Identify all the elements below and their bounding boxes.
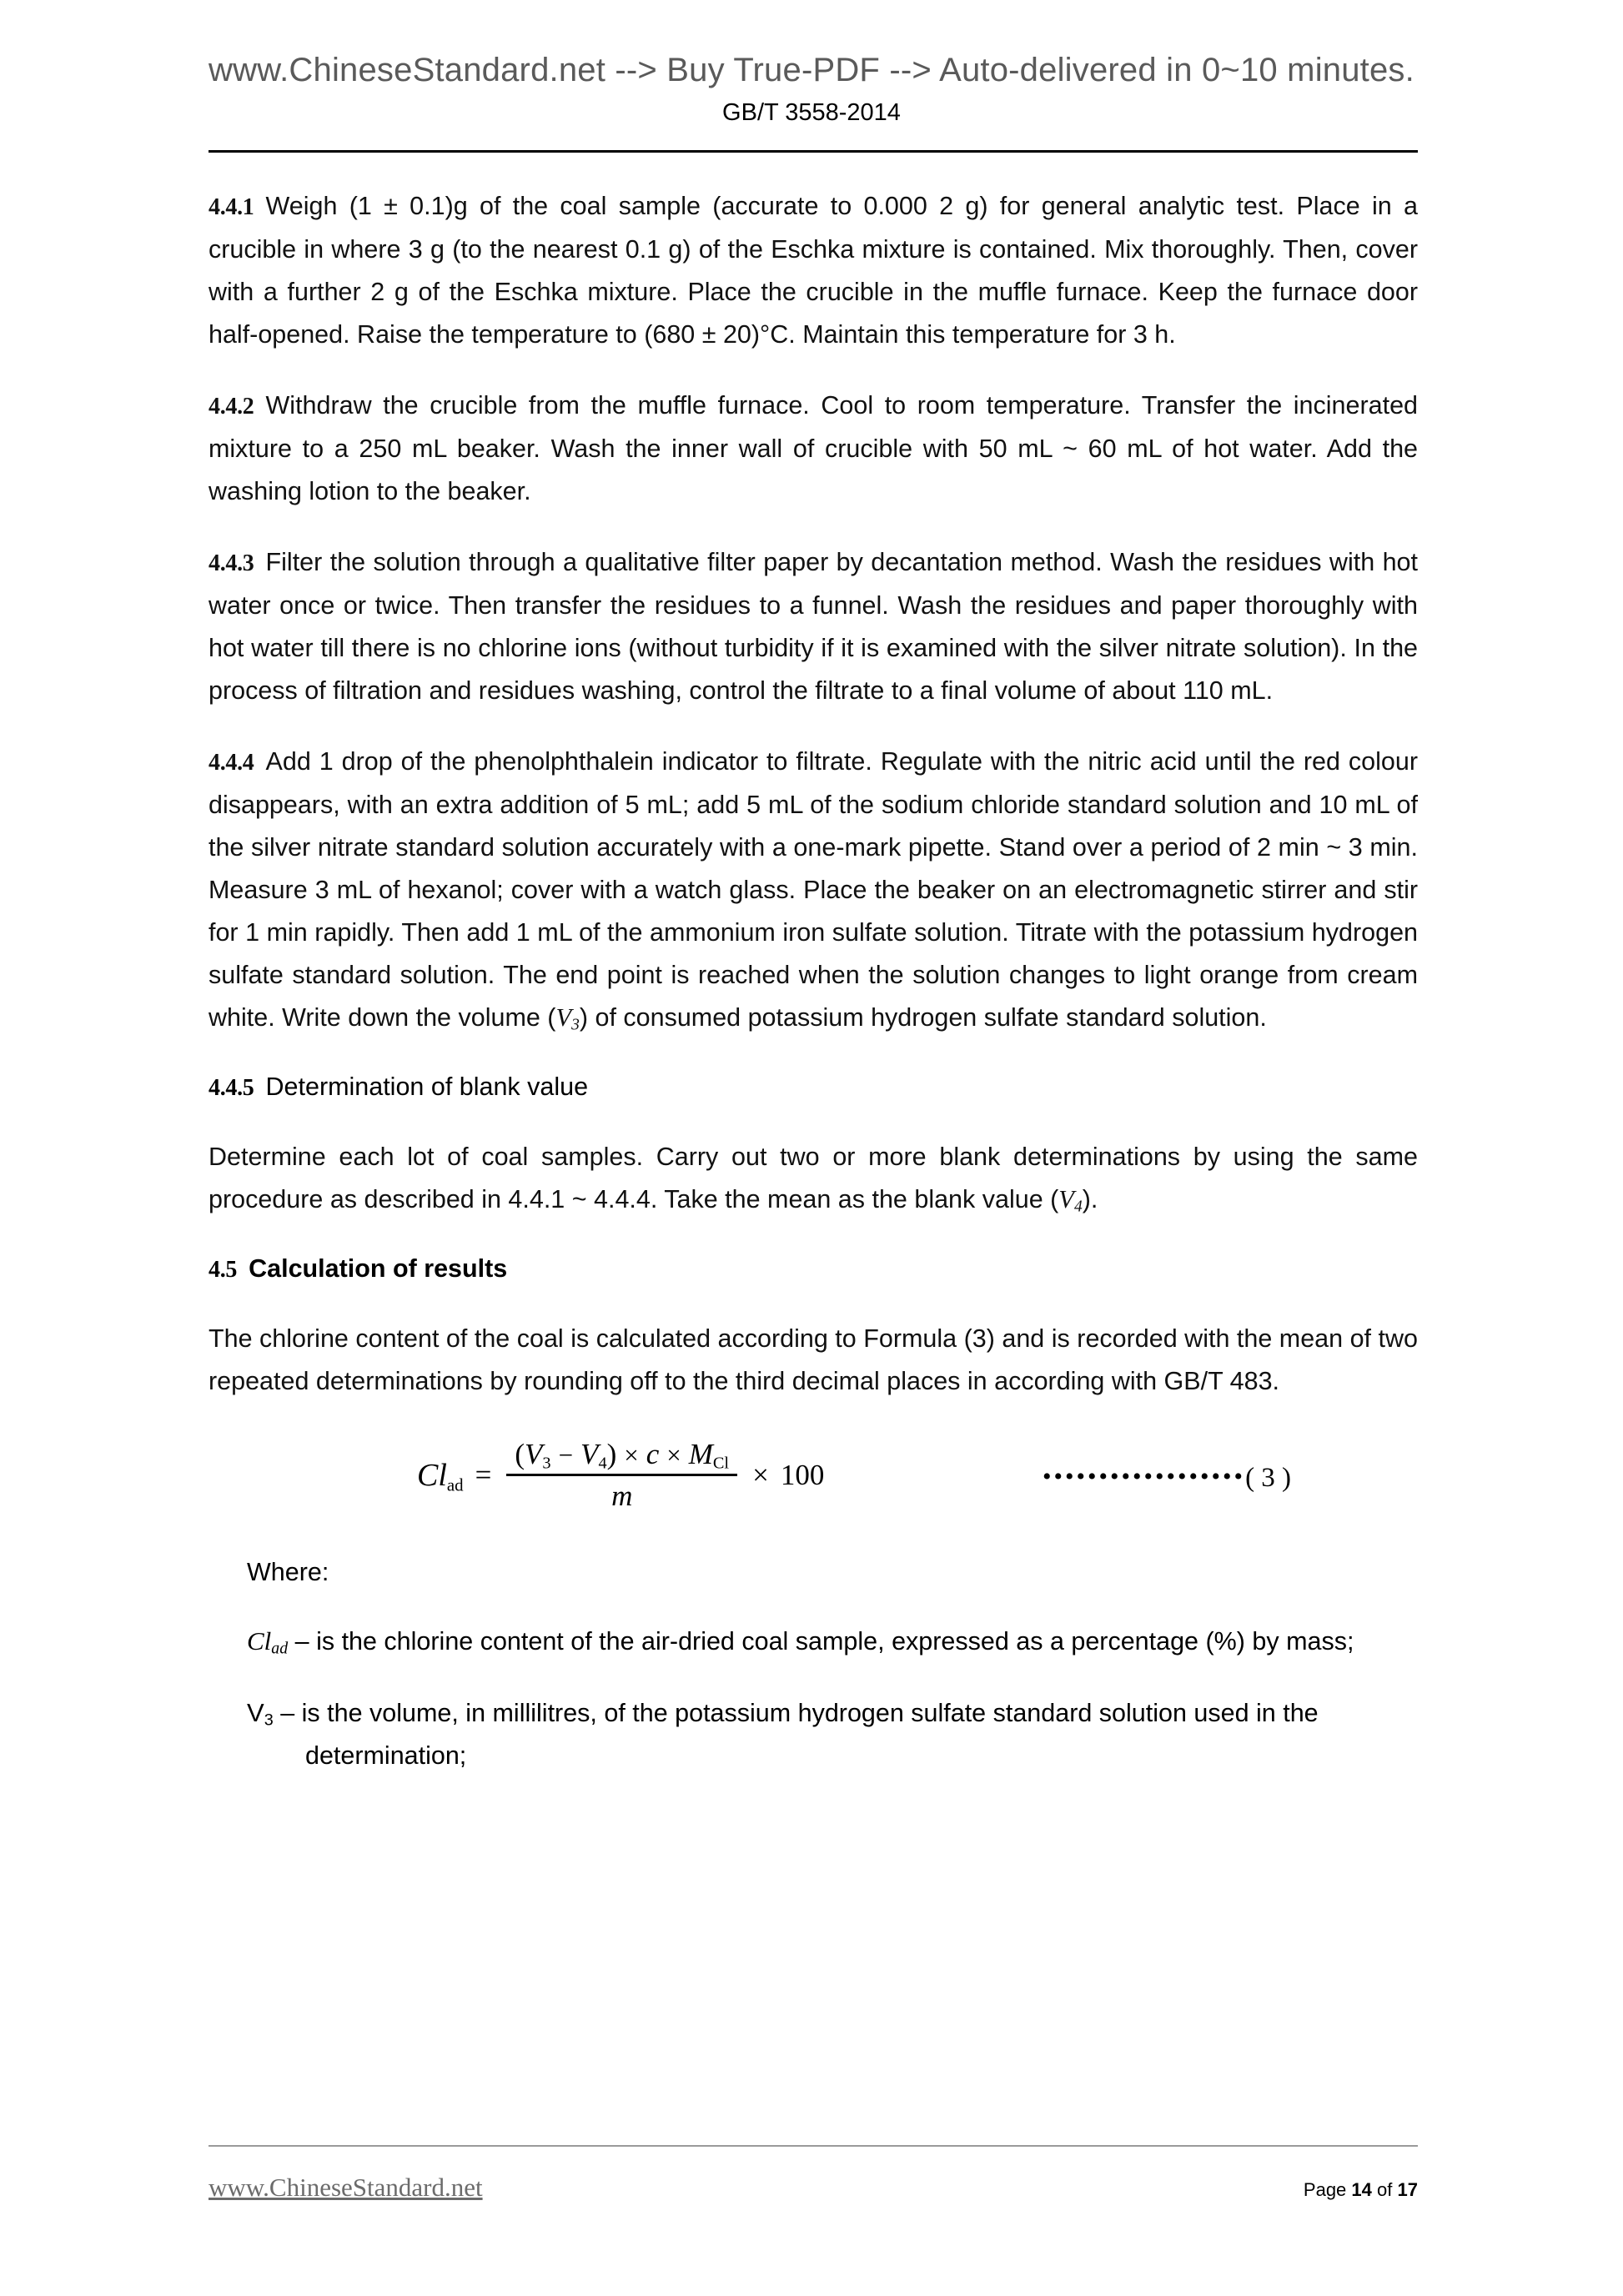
formula-number-group xyxy=(1043,1463,1291,1494)
variable-v4-subscript: 4 xyxy=(1073,1198,1083,1216)
numerator-minus: − xyxy=(558,1440,574,1470)
clause-text-4-4-3: Filter the solution through a qualitative filter paper by decantation method. Wash the residues with hot water once or twice. Then transfer the residues to a funnel. Wash the residues and paper thoroughly with hot water till there is no chlorine ions (without turbidity if it is examined with the silver nitrate solution). In the process of filtration and residues washing, control the filtrate to a final volume of about 110 mL. xyxy=(209,548,1418,705)
standard-number: GB/T 3558-2014 xyxy=(722,99,901,126)
footer-divider xyxy=(209,2145,1418,2147)
watermark-banner: www.ChineseStandard.net --> Buy True-PDF --> Auto-delivered in 0~10 minutes. xyxy=(209,52,1414,88)
variable-v4-inline xyxy=(1058,1185,1083,1216)
page-number-of: of xyxy=(1377,2179,1393,2200)
header-divider xyxy=(209,150,1418,153)
numerator-times-2: × xyxy=(666,1440,681,1470)
definition-cl-ad xyxy=(247,1620,1418,1663)
clause-4-4-3 xyxy=(209,541,1418,712)
clause-4-4-5-body xyxy=(209,1136,1418,1221)
definition-dash-v3: – xyxy=(280,1699,295,1727)
footer-website-link[interactable]: www.ChineseStandard.net xyxy=(209,2173,483,2202)
variable-v4-symbol: V xyxy=(1058,1185,1074,1213)
clause-title-4-5: Calculation of results xyxy=(249,1254,508,1283)
clause-text-4-4-4-part2: ) of consumed potassium hydrogen sulfate standard solution. xyxy=(579,1003,1267,1032)
clause-4-5-heading xyxy=(209,1249,1418,1289)
definition-v3 xyxy=(247,1691,1418,1777)
clause-4-4-5-heading xyxy=(209,1068,1418,1108)
clause-number-4-4-5: 4.4.5 xyxy=(209,1075,254,1101)
clause-4-5-intro xyxy=(209,1318,1418,1403)
numerator-mcl-symbol: M xyxy=(688,1438,713,1470)
definition-symbol-v3-base: V xyxy=(247,1698,264,1727)
clause-text-4-4-4-part1: Add 1 drop of the phenolphthalein indicator to filtrate. Regulate with the nitric acid until the red colour disappears, with an extra addition of 5 mL; add 5 mL of the sodium chloride standard solution and 10 mL of the silver nitrate standard solution accurately with a one-mark pipette. Stand over a period of 2 min ~ 3 min. Measure 3 mL of hexanol; cover with a watch glass. Place the beaker on an electromagnetic stirrer and stir for 1 min rapidly. Then add 1 mL of the ammonium iron sulfate solution. Titrate with the potassium hydrogen sulfate standard solution. The end point is reached when the solution changes to light orange from cream white. Write down the volume ( xyxy=(209,747,1418,1032)
formula-equals: = xyxy=(475,1458,492,1491)
page-number-total: 17 xyxy=(1397,2179,1418,2200)
variable-v3-symbol: V xyxy=(555,1003,572,1032)
numerator-v4-subscript: 4 xyxy=(598,1454,607,1473)
document-content xyxy=(209,185,1418,1806)
page-number-prefix: Page xyxy=(1303,2179,1347,2200)
numerator-open-paren: ( xyxy=(515,1438,525,1470)
formula-times-tail: × xyxy=(752,1458,769,1491)
definition-symbol-v3-subscript: 3 xyxy=(264,1711,274,1730)
numerator-v4 xyxy=(580,1438,607,1473)
numerator-v4-symbol: V xyxy=(580,1438,599,1470)
page-number-indicator xyxy=(1304,2179,1418,2201)
definition-symbol-v3 xyxy=(247,1698,274,1730)
definition-symbol-cl-ad xyxy=(247,1626,289,1658)
clause-title-4-4-5: Determination of blank value xyxy=(265,1073,589,1101)
clause-4-4-5-text-part2: ). xyxy=(1082,1185,1098,1213)
definition-dash-cl-ad: – xyxy=(294,1627,309,1655)
page-footer xyxy=(209,2173,1418,2203)
numerator-mcl xyxy=(688,1438,730,1473)
formula-numerator xyxy=(506,1438,737,1474)
clause-number-4-4-3: 4.4.3 xyxy=(209,550,254,576)
clause-number-4-5: 4.5 xyxy=(209,1257,238,1283)
formula-leader-dots: •••••••••••••••••• xyxy=(1043,1463,1246,1490)
formula-lhs-subscript: ad xyxy=(446,1475,464,1495)
formula-lhs-symbol: Cl xyxy=(417,1457,447,1493)
clause-4-4-5-text-part1: Determine each lot of coal samples. Carry out two or more blank determinations by using the same procedure as described in 4.4.1 ~ 4.4.4. Take the mean as the blank value ( xyxy=(209,1143,1418,1213)
clause-number-4-4-1: 4.4.1 xyxy=(209,194,254,220)
clause-4-4-4 xyxy=(209,741,1418,1039)
clause-4-4-2 xyxy=(209,384,1418,513)
formula-lhs xyxy=(417,1457,464,1494)
variable-v3-subscript: 3 xyxy=(571,1016,580,1034)
clause-4-4-1 xyxy=(209,185,1418,356)
formula-hundred: 100 xyxy=(780,1458,825,1491)
numerator-v3 xyxy=(525,1438,551,1473)
definition-text-cl-ad: is the chlorine content of the air-dried coal sample, expressed as a percentage (%) by mass; xyxy=(316,1627,1354,1655)
definition-symbol-cl-ad-subscript: ad xyxy=(271,1639,289,1658)
page-header xyxy=(0,52,1623,127)
formula-denominator: m xyxy=(611,1479,633,1512)
definition-symbol-cl-ad-base: Cl xyxy=(247,1626,272,1655)
formula-block-3 xyxy=(209,1431,1418,1531)
numerator-mcl-subscript: Cl xyxy=(712,1454,730,1473)
definition-text-v3: is the volume, in millilitres, of the potassium hydrogen sulfate standard solution used in the determination; xyxy=(301,1699,1319,1770)
formula-expression xyxy=(417,1438,824,1513)
where-label: Where: xyxy=(247,1558,329,1586)
numerator-c: c xyxy=(646,1438,660,1470)
clause-text-4-4-2: Withdraw the crucible from the muffle furnace. Cool to room temperature. Transfer the incinerated mixture to a 250 mL beaker. Wash the inner wall of crucible with 50 mL ~ 60 mL of hot water. Add the washing lotion to the beaker. xyxy=(209,391,1418,505)
numerator-v3-subscript: 3 xyxy=(542,1454,551,1473)
formula-fraction xyxy=(506,1438,737,1513)
numerator-times-1: × xyxy=(624,1440,639,1470)
numerator-close-paren: ) xyxy=(606,1438,617,1470)
clause-number-4-4-4: 4.4.4 xyxy=(209,750,254,776)
variable-v3-inline xyxy=(555,1003,579,1032)
numerator-v3-symbol: V xyxy=(525,1438,543,1470)
page-number-current: 14 xyxy=(1351,2179,1372,2200)
clause-number-4-4-2: 4.4.2 xyxy=(209,394,254,420)
formula-number: ( 3 ) xyxy=(1245,1463,1292,1493)
clause-4-5-intro-text: The chlorine content of the coal is calculated according to Formula (3) and is recorded with the mean of two repeated determinations by rounding off to the third decimal places in according with GB/T 483. xyxy=(209,1324,1418,1395)
clause-text-4-4-1: Weigh (1 ± 0.1)g of the coal sample (accurate to 0.000 2 g) for general analytic test. Place in a crucible in where 3 g (to the nearest 0.1 g) of the Eschka mixture is contained. Mix thoroughly. Then, cover with a further 2 g of the Eschka mixture. Place the crucible in the muffle furnace. Keep the furnace door half-opened. Raise the temperature to (680 ± 20)°C. Maintain this temperature for 3 h. xyxy=(209,192,1418,349)
